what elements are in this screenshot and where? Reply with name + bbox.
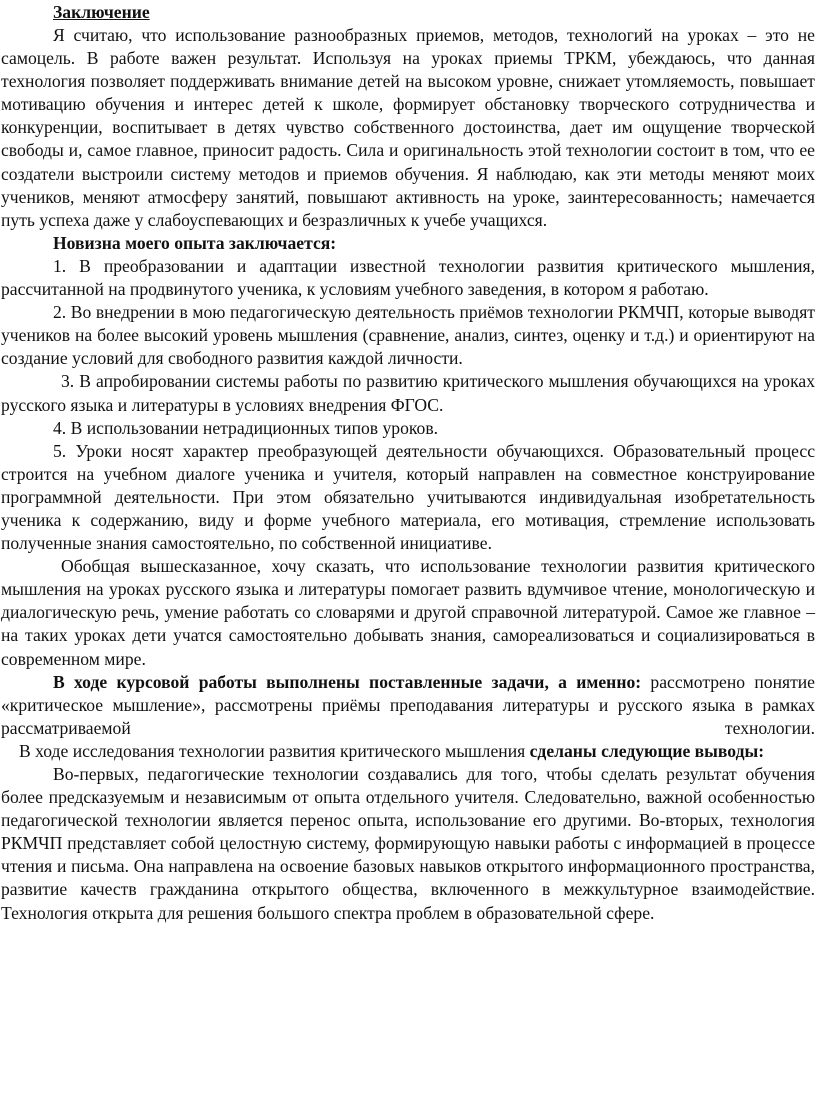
novelty-item-4: 4. В использовании нетрадиционных типов уроков.: [53, 417, 439, 438]
document-title: Заключение: [53, 2, 150, 22]
tasks-text: рассмотрено понятие «критическое мышление», рассмотрены приёмы преподавания литературы и русского языка в рамках рассматриваемой технологии.: [1, 671, 815, 738]
research-bold: сделаны следующие выводы:: [529, 740, 765, 761]
intro-paragraph: Я считаю, что использование разнообразных приемов, методов, технологий на уроках – это не самоцель. В работе важен результат. Используя на уроках приемы ТРКМ, убеждаюсь, что данная технология позволяет поддерживать внимание детей на высоком уровне, снижает утомляемость, повышает мотивацию обучения и интерес детей к школе, формирует обстановку творческого сотрудничества и конкуренции, воспитывает в детях чувство собственного достоинства, дает им ощущение творческой свободы и, самое главное, приносит радость. Сила и оригинальность этой технологии состоит в том, что ее создатели выстроили систему методов и приемов обучения. Я наблюдаю, как эти методы меняют моих учеников, меняют атмосферу занятий, повышают активность на уроке, заинтересованность; намечается путь успеха даже у слабоуспевающих и безразличных к учебе учащихся.: [1, 25, 815, 230]
research-text: В ходе исследования технологии развития критического мышления: [19, 740, 530, 761]
tasks-bold: В ходе курсовой работы выполнены поставленные задачи, а именно:: [53, 671, 642, 692]
novelty-item-3: 3. В апробировании системы работы по развитию критического мышления обучающихся на уроках русского языка и литературы в условиях внедрения ФГОС.: [1, 371, 815, 415]
novelty-item-5: 5. Уроки носят характер преобразующей деятельности обучающихся. Образовательный процесс строится на учебном диалоге ученика и учителя, который направлен на совместное конструирование программной деятельности. При этом обязательно учитываются индивидуальная изобретательность ученика к содержанию, виду и форме учебного материала, его мотивация, стремление использовать полученные знания самостоятельно, по собственной инициативе.: [1, 440, 815, 554]
novelty-item-2: 2. Во внедрении в мою педагогическую деятельность приёмов технологии РКМЧП, которые выводят учеников на более высокий уровень мышления (сравнение, анализ, синтез, оценку и т.д.) и ориентируют на создание условий для свободного развития каждой личности.: [1, 302, 815, 369]
conclusions-paragraph: Во-первых, педагогические технологии создавались для того, чтобы сделать результат обучения более предсказуемым и независимым от опыта отдельного учителя. Следовательно, важной особенностью педагогической технологии является перенос опыта, использование его другими. Во-вторых, технология РКМЧП представляет собой целостную систему, формирующую навыки работы с информацией в процессе чтения и письма. Она направлена на освоение базовых навыков открытого информационного пространства, развитие качеств гражданина открытого общества, включенного в межкультурное взаимодействие. Технология открыта для решения большого спектра проблем в образовательной сфере.: [1, 764, 815, 923]
tasks-paragraph: [1, 671, 815, 740]
research-paragraph: [1, 740, 815, 763]
novelty-heading: Новизна моего опыта заключается:: [53, 232, 337, 253]
summary-paragraph: Обобщая вышесказанное, хочу сказать, что использование технологии развития критического мышления на уроках русского языка и литературы помогает развить вдумчивое чтение, монологическую и диалогическую речь, умение работать со словарями и другой справочной литературой. Самое же главное – на таких уроках дети учатся самостоятельно добывать знания, самореализоваться и социализироваться в современном мире.: [1, 556, 815, 669]
novelty-item-1: 1. В преобразовании и адаптации известной технологии развития критического мышления, рассчитанной на продвинутого ученика, к условиям учебного заведения, в котором я работаю.: [1, 255, 815, 300]
